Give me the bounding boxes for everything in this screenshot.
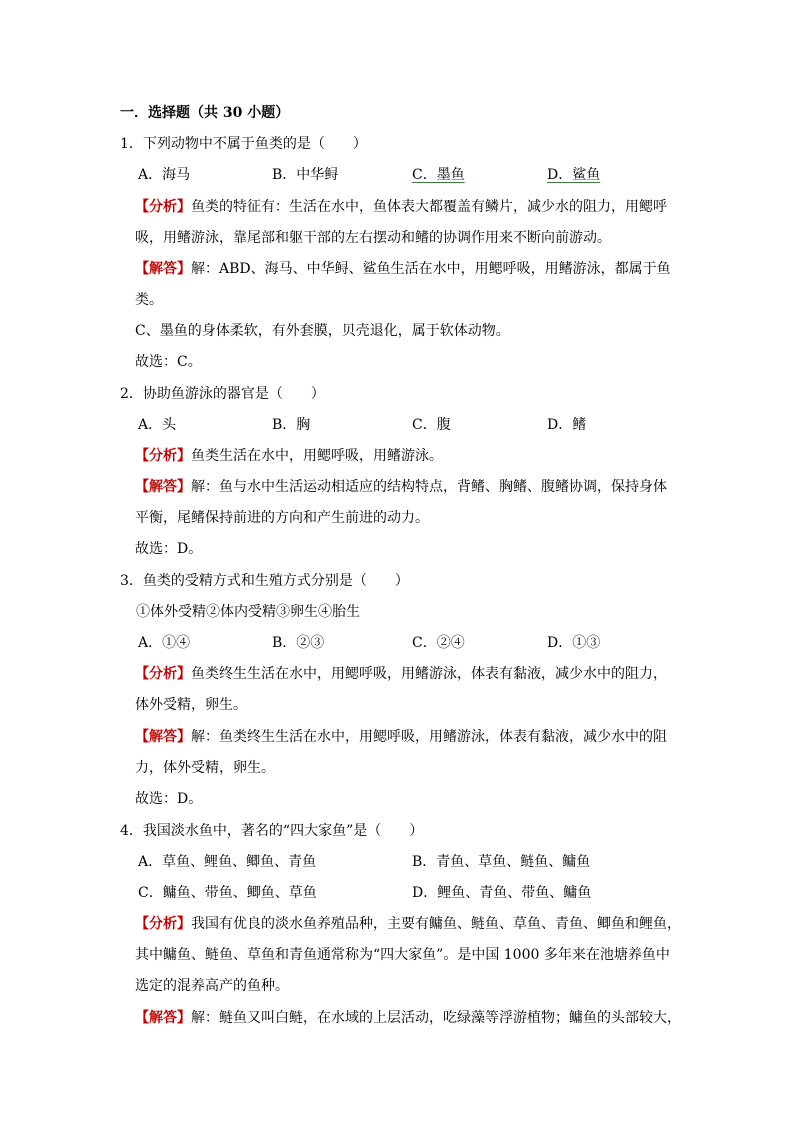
option-d: D．鳍 bbox=[547, 417, 587, 433]
analysis-line bbox=[135, 915, 681, 933]
answer-line bbox=[135, 1009, 681, 1027]
answer-text: 解：ABD、海马、中华鲟、鲨鱼生活在水中，用鳃呼吸，用鳍游泳，都属于鱼 bbox=[191, 261, 671, 277]
question-stem: 3．鱼类的受精方式和生殖方式分别是（ ） bbox=[120, 573, 409, 589]
analysis-text: 鱼类终生生活在水中，用鳃呼吸，用鳍游泳，体表有黏液，减少水中的阻力， bbox=[191, 666, 667, 682]
answer-line bbox=[135, 728, 667, 746]
option-d: D．鲤鱼、青鱼、带鱼、鳙鱼 bbox=[412, 885, 592, 901]
analysis-tag: 【分析】 bbox=[135, 666, 191, 682]
analysis-text: 吸，用鳍游泳，靠尾部和躯干部的左右摆动和鳍的协调作用来不断向前游动。 bbox=[135, 230, 611, 246]
answer-line bbox=[135, 478, 667, 496]
question-stem: 2．协助鱼游泳的器官是（ ） bbox=[120, 386, 325, 402]
answer-extra: C、墨鱼的身体柔软，有外套膜，贝壳退化，属于软体动物。 bbox=[135, 323, 510, 339]
answer-text: 解：鱼与水中生活运动相适应的结构特点，背鳍、胸鳍、腹鳍协调，保持身体 bbox=[191, 479, 667, 495]
answer-choice: 故选：C。 bbox=[135, 354, 202, 370]
analysis-text: 体外受精，卵生。 bbox=[135, 697, 247, 713]
option-d bbox=[547, 166, 600, 184]
analysis-text: 其中鳙鱼、鲢鱼、草鱼和青鱼通常称为“四大家鱼”。是中国 1000 多年来在池塘养鱼中 bbox=[135, 947, 670, 963]
answer-text: 类。 bbox=[135, 292, 163, 308]
option-a: A．海马 bbox=[138, 167, 191, 183]
answer-choice: 故选：D。 bbox=[135, 791, 203, 807]
section-title: 一．选择题（共 30 小题） bbox=[120, 105, 290, 121]
option-c: C．②④ bbox=[412, 635, 465, 651]
analysis-text: 鱼类生活在水中，用鳃呼吸，用鳍游泳。 bbox=[191, 448, 443, 464]
analysis-line bbox=[135, 665, 667, 683]
analysis-tag: 【分析】 bbox=[135, 916, 191, 932]
option-c bbox=[412, 166, 465, 184]
answer-tag: 【解答】 bbox=[135, 479, 191, 495]
option-d: D．①③ bbox=[547, 635, 601, 651]
answer-tag: 【解答】 bbox=[135, 1010, 191, 1026]
analysis-tag: 【分析】 bbox=[135, 448, 191, 464]
answer-tag: 【解答】 bbox=[135, 729, 191, 745]
answer-text: 解：鲢鱼又叫白鲢，在水域的上层活动，吃绿藻等浮游植物；鳙鱼的头部较大， bbox=[191, 1010, 681, 1026]
option-b: B．中华鲟 bbox=[272, 167, 339, 183]
analysis-text: 鱼类的特征有：生活在水中，鱼体表大都覆盖有鳞片，减少水的阻力，用鳃呼 bbox=[191, 199, 667, 215]
answer-text: 平衡，尾鳍保持前进的方向和产生前进的动力。 bbox=[135, 510, 429, 526]
option-d-label: D．鲨鱼 bbox=[547, 167, 601, 183]
option-a: A．①④ bbox=[138, 635, 191, 651]
question-stem: 1．下列动物中不属于鱼类的是（ ） bbox=[120, 136, 367, 152]
option-c-label: C．墨鱼 bbox=[412, 167, 465, 183]
answer-choice: 故选：D。 bbox=[135, 541, 203, 557]
option-a: A．草鱼、鲤鱼、鲫鱼、青鱼 bbox=[138, 854, 317, 870]
option-b: B．青鱼、草鱼、鲢鱼、鳙鱼 bbox=[412, 854, 591, 870]
option-c: C．腹 bbox=[412, 417, 451, 433]
answer-text: 解：鱼类终生生活在水中，用鳃呼吸，用鳍游泳，体表有黏液，减少水中的阻 bbox=[191, 729, 667, 745]
option-b: B．胸 bbox=[272, 417, 311, 433]
question-items: ①体外受精②体内受精③卵生④胎生 bbox=[136, 604, 360, 620]
option-c: C．鳙鱼、带鱼、鲫鱼、草鱼 bbox=[138, 885, 317, 901]
answer-line bbox=[135, 260, 671, 278]
question-stem: 4．我国淡水鱼中，著名的“四大家鱼”是（ ） bbox=[120, 823, 424, 839]
analysis-tag: 【分析】 bbox=[135, 199, 191, 215]
option-b: B．②③ bbox=[272, 635, 325, 651]
analysis-text: 我国有优良的淡水鱼养殖品种，主要有鳙鱼、鲢鱼、草鱼、青鱼、鲫鱼和鲤鱼， bbox=[191, 916, 681, 932]
answer-text: 力，体外受精，卵生。 bbox=[135, 760, 275, 776]
analysis-line bbox=[135, 447, 443, 465]
option-a: A．头 bbox=[138, 417, 177, 433]
analysis-line bbox=[135, 198, 667, 216]
answer-tag: 【解答】 bbox=[135, 261, 191, 277]
analysis-text: 选定的混养高产的鱼种。 bbox=[135, 978, 289, 994]
